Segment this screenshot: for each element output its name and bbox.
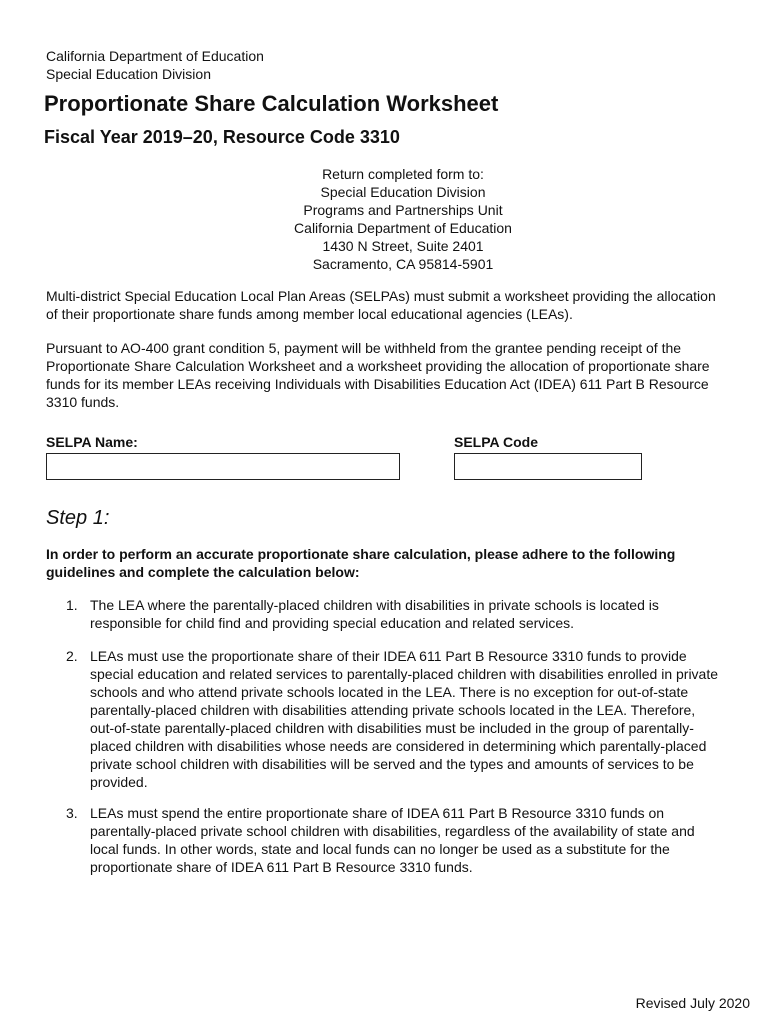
selpa-code-field[interactable]	[454, 453, 642, 480]
selpa-name-label: SELPA Name:	[46, 434, 138, 450]
guideline-item	[66, 804, 722, 876]
guideline-text: LEAs must use the proportionate share of their IDEA 611 Part B Resource 3310 funds to provide special education and related services to parentally-placed children with disabilities enrolled in private schools and who attend private schools located in the LEA. There is no exception for out-of-state parentally-placed children with disabilities attending private schools located in the LEA. Therefore, out-of-state parentally-placed children with disabilities must be included in the group of parentally-placed children with disabilities whose needs are considered in determining which parentally-placed private school children with disabilities will be served and the types and amounts of services to be provided.	[90, 648, 719, 790]
return-line: California Department of Education	[294, 220, 512, 236]
page-subtitle: Fiscal Year 2019–20, Resource Code 3310	[44, 127, 400, 147]
step-1-heading: Step 1:	[46, 507, 110, 529]
guideline-item	[66, 647, 722, 791]
agency-name: California Department of Education	[46, 48, 264, 64]
return-line: Return completed form to:	[322, 166, 484, 182]
step-1-intro: In order to perform an accurate proportionate share calculation, please adhere to the following guidelines and complete the calculation below:	[46, 546, 676, 580]
division-name: Special Education Division	[46, 66, 211, 82]
guideline-text: LEAs must spend the entire proportionate share of IDEA 611 Part B Resource 3310 funds on parentally-placed private school children with disabilities, regardless of the availability of state and local funds. In other words, state and local funds can no longer be used as a substitute for the proportionate share of IDEA 611 Part B Resource 3310 funds.	[90, 805, 695, 875]
revision-date: Revised July 2020	[635, 995, 750, 1011]
intro-paragraph-grant-condition: Pursuant to AO-400 grant condition 5, payment will be withheld from the grantee pending receipt of the Proportionate Share Calculation Worksheet and a worksheet providing the allocation of proportionate share funds for its member LEAs receiving Individuals with Disabilities Education Act (IDEA) 611 Part B Resource 3310 funds.	[46, 340, 710, 410]
return-line: Special Education Division	[320, 184, 486, 200]
page-title: Proportionate Share Calculation Worksheet	[44, 91, 499, 116]
guideline-number: 2.	[66, 648, 78, 664]
guideline-number: 3.	[66, 805, 78, 821]
guideline-text: The LEA where the parentally-placed children with disabilities in private schools is located is responsible for child find and providing special education and related services.	[90, 597, 659, 631]
selpa-name-field[interactable]	[46, 453, 400, 480]
return-line: Programs and Partnerships Unit	[303, 202, 503, 218]
guideline-item	[66, 596, 722, 632]
intro-paragraph-selpa: Multi-district Special Education Local Plan Areas (SELPAs) must submit a worksheet providing the allocation of their proportionate share funds among member local educational agencies (LEAs).	[46, 288, 716, 322]
return-line: 1430 N Street, Suite 2401	[322, 238, 484, 254]
return-line: Sacramento, CA 95814-5901	[312, 256, 494, 272]
guideline-number: 1.	[66, 597, 78, 613]
return-address-block	[200, 165, 606, 273]
selpa-code-label: SELPA Code	[454, 434, 539, 450]
